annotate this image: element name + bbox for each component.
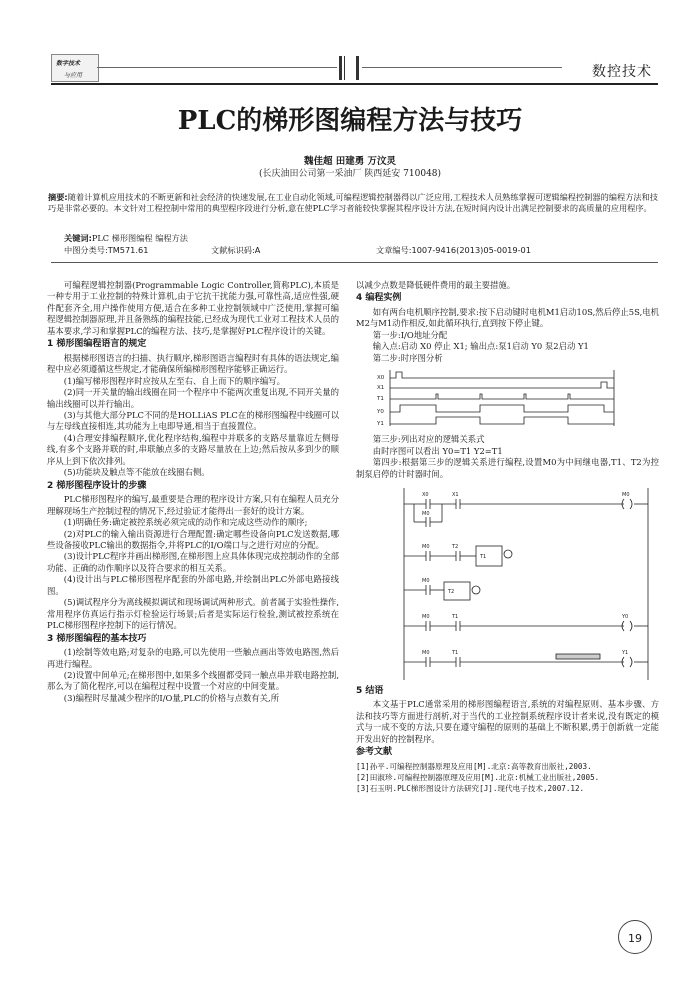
- ladder-coil-label: M0: [622, 491, 630, 498]
- abstract-text: 随着计算机应用技术的不断更新和社会经济的快速发展,在工业自动化领域,可编程逻辑控制器得以广泛应用,工程技术人员熟练掌握可逻辑编程控制器的编程方法和技巧是非常必要的。本文针对工程控制中常用的典型程序段进行分析,意在使PLC学习者能较快掌握其程序设计方法,在短时间内设计出满足控制要求的高质量的应用程序。: [48, 192, 658, 214]
- ladder-timer-label: T2: [448, 588, 455, 595]
- reference-item: [1]孙平.可编程控制器原理及应用[M].北京:高等教育出版社,2003.: [356, 761, 592, 771]
- paragraph: 本文基于PLC通常采用的梯形图编程语言,系统的对编程原则、基本步骤、方法和技巧等方面进行剖析,对于当代的工业控制系统程序设计者来说,没有既定的模式与一成不变的方法,只要在遵守编程的原则的基础上不断积累,勇于创新就一定能开发出好的控制程序。: [356, 699, 659, 744]
- paragraph: 第一步:I/O地址分配: [372, 329, 448, 340]
- article-title: PLC的梯形图编程方法与技巧: [177, 106, 523, 136]
- ladder-contact-label: M0: [422, 649, 430, 656]
- x1-wave: [390, 382, 614, 388]
- paragraph: (3)编程时尽量减少程序的I/O量,PLC的价格与点数有关,所: [63, 692, 280, 703]
- paragraph: (2)同一开关量的输出线圈在同一个程序中不能两次重复出现,不同开关量的输出线圈可以并行输出。: [47, 387, 339, 409]
- paragraph: 根据梯形图语言的扫描、执行顺序,梯形图语言编程时有具体的语法规定,编程中应必须遵循这些规定,才能确保所编梯形图程序能够正确运行。: [47, 352, 339, 375]
- paragraph: (1)绘制等效电路;对复杂的电路,可以先使用一些触点画出等效电路图,然后再进行编程。: [47, 647, 339, 669]
- section-5-heading: 5 结语: [356, 685, 384, 696]
- clc-number: 中图分类号:TM571.61: [64, 245, 149, 255]
- paragraph: 如有两台电机顺序控制,要求:按下启动键时电机M1启动10S,然后停止5S,电机M2与M1动作相反,如此循环执行,直到按下停止键。: [356, 306, 659, 329]
- header-rule-left: [97, 67, 337, 68]
- timing-label: T1: [377, 396, 384, 403]
- affiliation: (长庆油田公司第一采油厂 陕西延安 710048): [258, 169, 442, 179]
- paragraph: (5)功能块及触点等不能放在线圈右侧。: [63, 467, 210, 478]
- section-tag: 数控技术: [592, 64, 652, 80]
- abstract-label: 摘要:: [48, 192, 68, 202]
- logo-line2: 与应用: [64, 72, 83, 79]
- ladder-contact-label: T1: [452, 613, 459, 620]
- abstract: [48, 192, 658, 215]
- paragraph: PLC梯形图程序的编写,最重要是合理的程序设计方案,只有在编程人员充分理解现场生产控制过程的情况下,经过验证才能得出一套好的设计方案。: [47, 494, 339, 516]
- paragraph: (4)合理安排编程顺序,优化程序结构,编程中并联多的支路尽量靠近左侧母线,有多个支路并联的时,串联触点多的支路尽量放在上边;然后按从多到少的顺序从上到下依次排列。: [47, 432, 339, 466]
- reference-item: [3]石玉明.PLC梯形图设计方法研究[J].现代电子技术,2007.12.: [356, 783, 585, 793]
- timing-diagram: [376, 368, 626, 428]
- paragraph: (3)与其他大部分PLC不同的是HOLLiAS PLC在的梯形图编程中线圈可以与左母线直接相连,其功能为上电即导通,相当于直接置位。: [47, 409, 339, 432]
- paragraph: 输入点:启动 X0 停止 X1; 输出点:泵1启动 Y0 泵2启动 Y1: [372, 341, 589, 352]
- paragraph: 由时序图可以看出 Y0=T1 Y2=T1: [372, 445, 503, 456]
- header-rule-right: [362, 67, 562, 68]
- meta-divider: [51, 262, 658, 263]
- article-number: 文章编号:1007-9416(2013)05-0019-01: [376, 245, 531, 255]
- reference-item: [2]田淑珍.可编程控制器原理及应用[M].北京:机械工业出版社,2005.: [356, 772, 600, 782]
- ladder-diagram: [396, 486, 656, 682]
- intro-paragraph: 可编程逻辑控制器(Programmable Logic Controller,简称PLC),本质是一种专用于工业控制的特殊计算机,由于它抗干扰能力强,可靠性高,适应性强,硬件配套齐全,用户操作使用方便,适合在多种工业控制领域中广泛使用,掌握可编程逻辑控制器原理,并且备熟练的编程技能,已经成为现代工业对工程技术人员的基本要求,学习和掌握PLC的编程方法、技巧,是掌握好PLC程序设计的关键。: [47, 280, 339, 336]
- section-4-heading: 4 编程实例: [356, 293, 402, 304]
- paragraph: (4)设计出与PLC梯形图程序配套的外部电路,并绘制出PLC外部电路接线图。: [47, 574, 339, 596]
- paragraph: (1)明确任务:确定被控系统必须完成的动作和完成这些动作的顺序;: [63, 517, 308, 528]
- paragraph: 第二步:时序图分析: [372, 352, 443, 363]
- section-3-heading: 3 梯形图编程的基本技巧: [47, 633, 147, 644]
- timing-label: Y0: [377, 409, 384, 416]
- section-1-heading: 1 梯形图编程语言的规定: [47, 339, 147, 350]
- section-2-heading: 2 梯形图程序设计的步骤: [47, 480, 147, 491]
- doc-code: 文献标识码:A: [211, 245, 261, 255]
- paragraph: (2)设置中间单元;在梯形图中,如果多个线圈都受同一触点串并联电路控制,那么为了简化程序,可以在编程过程中设置一个对应的中间变量。: [47, 669, 339, 692]
- journal-logo: [51, 54, 99, 82]
- ladder-contact-label: M0: [422, 577, 430, 584]
- keywords-text: PLC 梯形图编程 编程方法: [91, 233, 188, 243]
- references-list: [356, 761, 659, 794]
- ladder-contact-label: M0: [422, 510, 430, 517]
- y0-wave: [390, 405, 614, 412]
- paragraph: 以减少点数是降低硬件费用的最主要措施。: [356, 280, 516, 290]
- ladder-coil-label: Y1: [622, 649, 629, 656]
- paragraph: (2)对PLC的输入输出资源进行合理配置:确定哪些设备向PLC发送数据,哪些设备接收PLC输出的数据指令,并将PLC的I/O端口与之进行对应的分配。: [47, 528, 339, 550]
- right-column: [356, 280, 659, 794]
- paragraph: (1)编写梯形图程序时应按从左至右、自上而下的顺序编写。: [63, 375, 286, 386]
- left-column: [47, 280, 339, 704]
- timing-label: Y1: [377, 421, 384, 428]
- ladder-contact-label: M0: [422, 543, 430, 550]
- ladder-timer-label: T1: [480, 553, 487, 560]
- references-heading: 参考文献: [356, 747, 393, 758]
- x0-wave: [390, 372, 614, 378]
- paragraph: 第三步:列出对应的逻辑关系式: [372, 434, 485, 445]
- ladder-contact-label: T1: [452, 649, 459, 656]
- page-number-badge: [618, 920, 652, 954]
- ladder-coil-label: Y0: [622, 613, 629, 620]
- y1-wave: [390, 417, 614, 424]
- header-divider: [51, 83, 658, 85]
- authors: 魏佳超 田建勇 万汶灵: [303, 156, 397, 167]
- ladder-contact-label: M0: [422, 613, 430, 620]
- ladder-contact-label: X1: [452, 491, 459, 498]
- timing-label: X1: [377, 385, 385, 392]
- page-number: 19: [628, 932, 642, 945]
- timing-label: X0: [377, 375, 385, 382]
- paragraph: (5)调试程序分为离线模拟调试和现场调试两种形式。前者属于实验性操作,常用程序仿真运行指示灯检验运行场景;后者是实际运行检验,测试被控系统在PLC梯形图程序控制下的运行情况。: [47, 597, 339, 631]
- logo-line1: 数字技术: [56, 60, 81, 67]
- t1-wave: [390, 394, 614, 399]
- keywords: [64, 233, 188, 244]
- keywords-label: 关键词:: [64, 233, 92, 243]
- ladder-contact-label: T2: [452, 543, 459, 550]
- paragraph: (3)设计PLC程序并画出梯形图,在梯形图上应具体体现完成控制动作的全部功能、正确的动作顺序以及符合要求的相互关系。: [47, 551, 339, 573]
- ladder-contact-label: X0: [422, 491, 429, 498]
- paragraph: 第四步:根据第三步的逻辑关系进行编程,设置M0为中间继电器,T1、T2为控制泵启停的计时器时间。: [356, 457, 659, 479]
